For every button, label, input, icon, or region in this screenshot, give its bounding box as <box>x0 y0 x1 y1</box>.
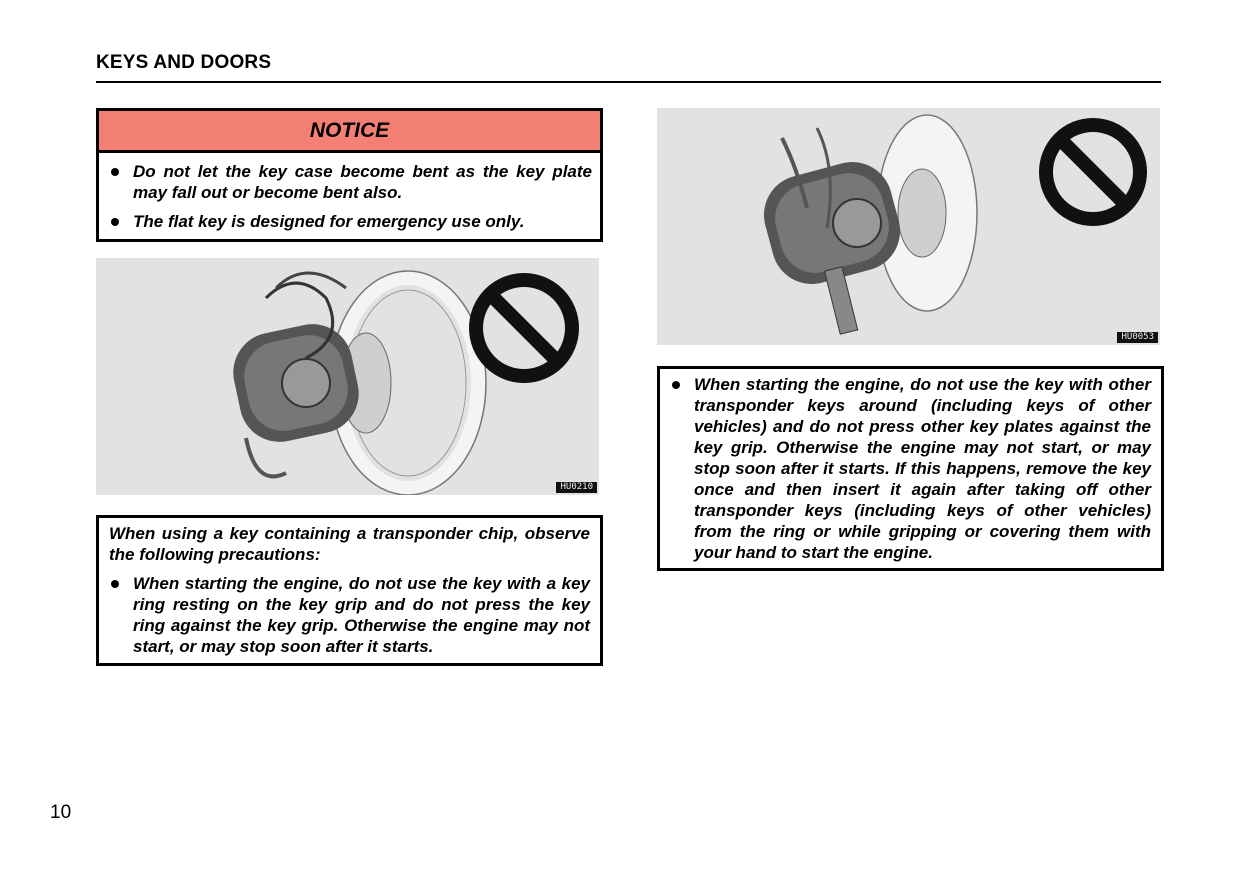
bullet-icon <box>111 580 119 588</box>
notice-item-text: The flat key is designed for emergency use only. <box>133 212 525 231</box>
right-box-item-text: When starting the engine, do not use the key with other transponder keys around (including keys of other vehicles) and do not press other key plates against the key grip. Otherwise the engine may not start, or may stop soon after it starts. If this happens, remove the key once and then insert it again after taking off other transponder keys (including keys of other vehicles) from the ring or while gripping or covering them with your hand to start the engine. <box>694 375 1151 562</box>
figure-code: HU0210 <box>556 482 597 493</box>
page-header-title: KEYS AND DOORS <box>96 52 272 73</box>
transponder-item <box>102 573 590 657</box>
transponder-precautions-box <box>96 515 603 666</box>
notice-list <box>99 153 600 232</box>
figure-key-with-ring <box>96 258 599 495</box>
notice-box <box>96 108 603 242</box>
bullet-icon <box>111 218 119 226</box>
notice-item <box>102 161 592 203</box>
transponder-list <box>99 565 600 657</box>
header-rule <box>96 81 1161 83</box>
prohibited-icon <box>476 280 572 376</box>
bullet-icon <box>672 381 680 389</box>
notice-item-text: Do not let the key case become bent as the key plate may fall out or become bent also. <box>133 162 592 202</box>
other-keys-warning-box <box>657 366 1164 571</box>
figure-key-with-other-keys <box>657 108 1160 345</box>
right-box-item <box>663 374 1151 563</box>
key-ring-illustration <box>96 258 599 495</box>
transponder-intro: When using a key containing a transponder chip, observe the following precautions: <box>109 524 590 564</box>
figure-code: HU0053 <box>1117 332 1158 343</box>
notice-item <box>102 211 592 232</box>
transponder-item-text: When starting the engine, do not use the key with a key ring resting on the key grip and do not press the key ring against the key grip. Otherwise the engine may not start, or may stop soon after it starts. <box>133 574 590 656</box>
multiple-keys-illustration <box>657 108 1160 345</box>
notice-title: NOTICE <box>99 111 600 153</box>
page-number: 10 <box>50 802 72 823</box>
right-box-list <box>660 369 1161 563</box>
prohibited-icon <box>1046 125 1140 219</box>
bullet-icon <box>111 168 119 176</box>
